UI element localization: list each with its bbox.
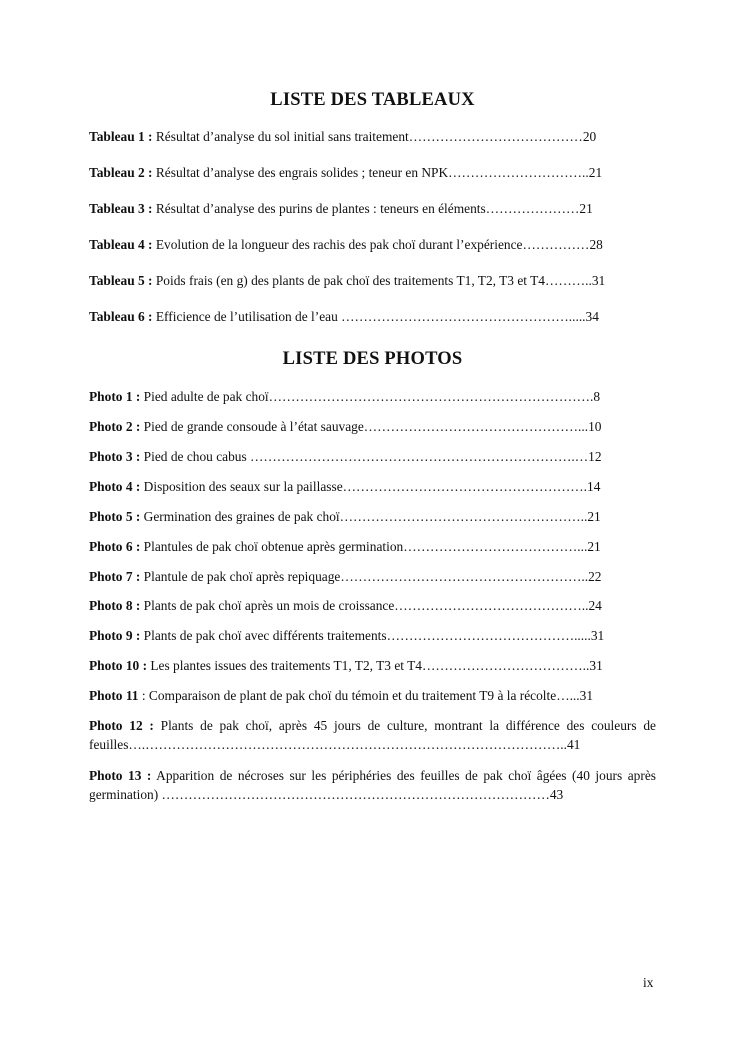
- photo-entry-11: [89, 686, 656, 705]
- tableau-entry-3: [89, 199, 656, 218]
- entry-text: Plantule de pak choï après repiquage………………………………………………..22: [140, 569, 602, 584]
- entry-text: Pied de grande consoude à l’état sauvage…………………………………………...10: [140, 419, 602, 434]
- entry-label: Photo 7 :: [89, 569, 141, 584]
- tableau-entry-6: [89, 307, 656, 326]
- entry-label: Tableau 2 :: [89, 165, 153, 180]
- entry-label: Photo 2 :: [89, 419, 141, 434]
- photo-entry-12: [89, 716, 656, 754]
- entry-label: Photo 1 :: [89, 389, 141, 404]
- entry-text: Germination des graines de pak choï………………………………………………..21: [140, 509, 601, 524]
- entry-text: Efficience de l’utilisation de l’eau …………………………………………….....34: [152, 309, 599, 324]
- entry-text: Résultat d’analyse du sol initial sans traitement…………………………………20: [152, 129, 597, 144]
- entry-label: Photo 12 :: [89, 718, 154, 733]
- entry-text: Poids frais (en g) des plants de pak choï des traitements T1, T2, T3 et T4………..31: [152, 273, 606, 288]
- entry-text: Résultat d’analyse des purins de plantes : teneurs en éléments…………………21: [152, 201, 593, 216]
- entry-label: Tableau 3 :: [89, 201, 153, 216]
- entry-text: Plants de pak choï avec différents traitements…………………………………….....31: [140, 628, 605, 643]
- entry-text: Apparition de nécroses sur les périphéries des feuilles de pak choï âgées (40 jours après germination) ……………………………………………………………………………43: [89, 768, 656, 802]
- entry-label: Photo 13 :: [89, 768, 152, 783]
- photo-entry-9: [89, 626, 656, 645]
- photo-entry-4: [89, 477, 656, 496]
- entry-text: Disposition des seaux sur la paillasse……………………………………………….14: [140, 479, 601, 494]
- entry-label: Photo 10 :: [89, 658, 148, 673]
- photo-entry-5: [89, 507, 656, 526]
- entry-text: Pied de chou cabus ……………………………………………………………….…12: [140, 449, 602, 464]
- entry-text: Pied adulte de pak choï……………………………………………………………….8: [140, 389, 601, 404]
- photo-entry-1: [89, 387, 656, 406]
- photo-entry-2: [89, 417, 656, 436]
- entry-label: Photo 4 :: [89, 479, 141, 494]
- photo-entry-10: [89, 656, 656, 675]
- entry-text: Plants de pak choï après un mois de croissance……………………………………..24: [140, 598, 602, 613]
- entry-label: Photo 3 :: [89, 449, 141, 464]
- entry-label: Tableau 6 :: [89, 309, 153, 324]
- tableau-entry-4: [89, 235, 656, 254]
- page-number: ix: [643, 975, 654, 990]
- tableau-entry-5: [89, 271, 656, 290]
- entry-text: Evolution de la longueur des rachis des pak choï durant l’expérience……………28: [152, 237, 603, 252]
- entry-text: Plantules de pak choï obtenue après germination…………………………………...21: [140, 539, 601, 554]
- tableau-entry-2: [89, 163, 656, 182]
- entry-label: Tableau 4 :: [89, 237, 153, 252]
- entry-text: Résultat d’analyse des engrais solides ; teneur en NPK…………………………..21: [152, 165, 603, 180]
- entry-text: Plants de pak choï, après 45 jours de culture, montrant la différence des couleurs de feuilles….…………………………………………………………………………………..41: [89, 718, 656, 752]
- entry-label: Photo 9 :: [89, 628, 141, 643]
- entry-text: : Comparaison de plant de pak choï du témoin et du traitement T9 à la récolte…...31: [138, 688, 594, 703]
- entry-label: Tableau 1 :: [89, 129, 153, 144]
- photo-entry-6: [89, 537, 656, 556]
- tableaux-heading: LISTE DES TABLEAUX: [270, 90, 475, 110]
- entry-label: Photo 5 :: [89, 509, 141, 524]
- photos-heading: LISTE DES PHOTOS: [282, 349, 463, 369]
- photo-entry-3: [89, 447, 656, 466]
- entry-label: Tableau 5 :: [89, 273, 153, 288]
- photo-entry-13: [89, 766, 656, 804]
- tableau-entry-1: [89, 127, 656, 146]
- photo-entry-8: [89, 596, 656, 615]
- entry-label: Photo 8 :: [89, 598, 141, 613]
- photo-entry-7: [89, 567, 656, 586]
- entry-text: Les plantes issues des traitements T1, T2, T3 et T4………………………………..31: [147, 658, 603, 673]
- entry-label: Photo 6 :: [89, 539, 141, 554]
- entry-label: Photo 11: [89, 688, 139, 703]
